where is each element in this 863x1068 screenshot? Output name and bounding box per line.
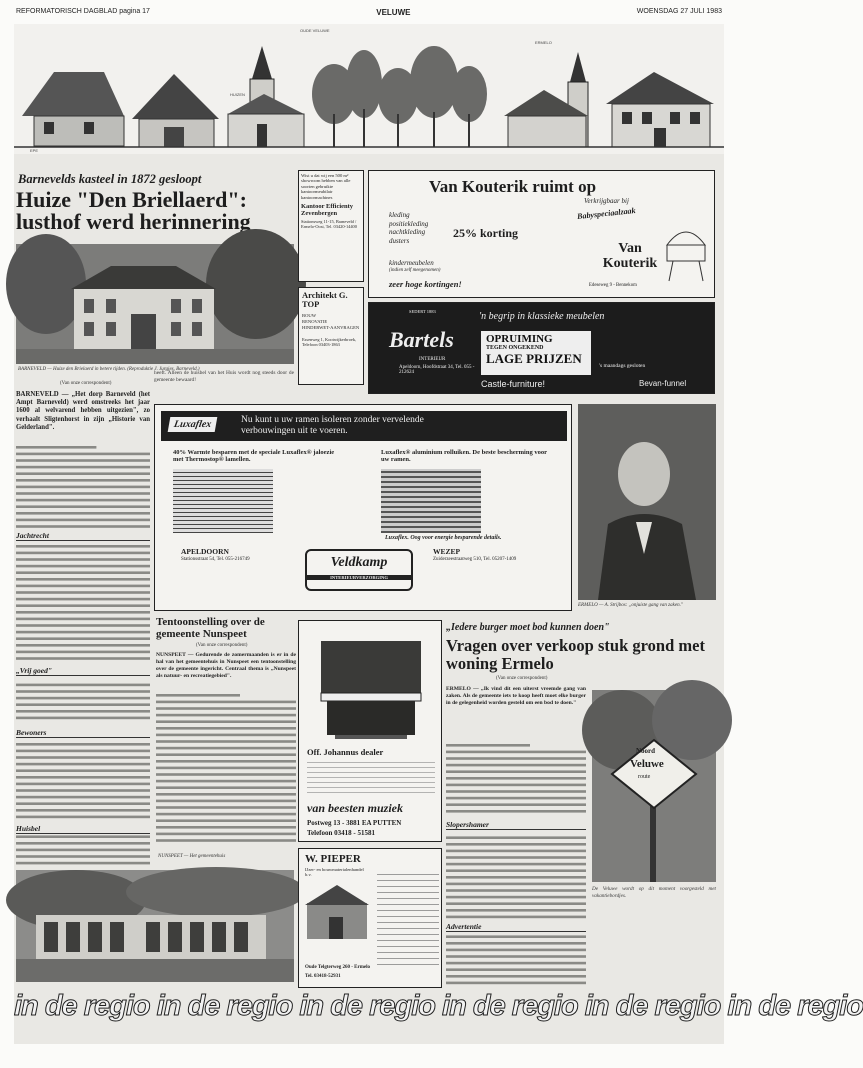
article3-byline: (Van onze correspondent) (496, 676, 548, 681)
masthead (16, 8, 722, 17)
hardware-store-icon (305, 883, 369, 943)
ad-pieper-name: W. PIEPER (305, 853, 361, 865)
article1-photo (16, 244, 294, 364)
ad-bartels-slogan: 'n begrip in klassieke meubelen (479, 311, 605, 322)
ad-kantoor-text: Wist u dat wij een 500 m² showroom hebben van alle soorten gebruikte kantoormeubilair kantoormachines (301, 173, 351, 200)
article3-headline: Vragen over verkoop stuk grond met woning Ermelo (446, 636, 705, 673)
ad-van-beesten-muziek[interactable] (298, 620, 442, 842)
banner-label-1: OUDE VELUWE (300, 28, 330, 33)
ad-orgel-tel: Telefoon 03418 - 51581 (307, 829, 375, 837)
ad-bartels-sub: INTERIEUR (419, 357, 446, 362)
strijbos-photo (578, 404, 716, 600)
ad-kouterik-addr: Edeseweg 9 - Bennekom (589, 283, 637, 288)
shutters-illustration (381, 469, 481, 533)
ad-bartels-castle: Castle-furniture! (481, 379, 546, 389)
ad-veldkamp-addr2: Zuiderzeestraatweg 510, Tel. 05207-1409 (433, 557, 517, 562)
ad-luxaflex[interactable] (154, 404, 572, 611)
ad-w-pieper[interactable] (298, 848, 442, 988)
ad-orgel-name: van beesten muziek (307, 801, 403, 815)
masthead-left: REFORMATORISCH DAGBLAD pagina 17 (16, 8, 150, 15)
article1-headline: Huize "Den Briellaerd": lusthof werd herinnering (16, 187, 251, 234)
ad-bartels[interactable] (368, 302, 715, 394)
ad-pieper-addr: Oude Telgterweg 260 - Ermelo (305, 965, 370, 970)
ad-veldkamp-city1: APELDOORN (181, 547, 229, 556)
masthead-center: VELUWE (376, 8, 411, 17)
ad-bartels-tegen: TEGEN ONGEKEND (486, 345, 544, 351)
ad-veldkamp-sub: INTERIEURVERZORGING (307, 575, 411, 580)
article2-byline: (Van onze correspondent) (196, 643, 248, 648)
ad-orgel-dealer: Off. Johannus dealer (307, 747, 384, 757)
article1-kicker: Barnevelds kasteel in 1872 gesloopt (18, 172, 202, 186)
article3-sub-advertentie: Advertentie (446, 922, 586, 932)
ad-kantoor-addr: Stationsweg 11-15, Barneveld / Ermelo-Oost, Tel. 03420-14400 (301, 219, 357, 230)
ad-kouterik-title: Van Kouterik ruimt op (429, 177, 597, 196)
ad-pieper-sub: IJzer- en bouwmaterialenhandel b.v. (305, 867, 364, 877)
ad-bartels-name: Bartels (389, 327, 454, 352)
ad-luxaflex-right: Luxaflex® aluminium rolluiken. De beste bescherming voor uw ramen. (381, 449, 547, 464)
masthead-right: WOENSDAG 27 JULI 1983 (636, 8, 722, 15)
article3-kicker: „Iedere burger moet bod kunnen doen" (446, 622, 610, 633)
ad-veldkamp-name: Veldkamp (330, 555, 388, 570)
ad-kouterik-item-4: dusters (389, 236, 410, 245)
article1-sub-huisbel: Huisbel (16, 824, 150, 834)
article1-sub-bewoners: Bewoners (16, 728, 150, 738)
ad-pieper-tel: Tel. 03418-52931 (305, 974, 341, 979)
ad-bartels-opruiming: OPRUIMING (486, 333, 553, 345)
ad-luxaflex-head: Nu kunt u uw ramen isoleren zonder vervelende verbouwingen uit te voeren. (241, 415, 424, 436)
ad-architekt-item-1: BOUW (302, 313, 317, 318)
banner-illustration (14, 24, 724, 154)
ad-orgel-addr: Postweg 13 - 3881 EA PUTTEN (307, 819, 402, 827)
sign-bottom: route (638, 774, 651, 780)
blinds-illustration (173, 469, 273, 533)
veluwe-route-photo (592, 690, 716, 882)
ad-kouterik-verkrijg: Verkrijgbaar bij (584, 197, 629, 205)
article1-byline: (Van onze correspondent) (60, 381, 112, 386)
ad-bartels-addr: Apeldoorn, Hoofdstraat 34, Tel. 055 - 212624 (399, 365, 475, 375)
ad-kouterik-discount: 25% korting (453, 226, 519, 240)
article2-caption: NUNSPEET — Het gemeentehuis (158, 854, 226, 859)
ad-kouterik-item-1: kleding (389, 211, 410, 219)
strijbos-caption: ERMELO — A. Strijbos: „onjuiste gang van zaken." (578, 603, 683, 608)
article3-body (446, 744, 586, 984)
ad-kouterik-item-3: nachtkleding (389, 228, 426, 236)
organ-icon (313, 631, 429, 741)
banner-label-3: HUIZEN (230, 92, 245, 97)
ad-bartels-maandag: 's maandags gesloten (599, 363, 646, 369)
ad-bartels-sinds: SEDERT 1883 (409, 309, 436, 314)
banner-label-2: ERMELO (535, 40, 552, 45)
ad-kouterik-kinder-note: (indien zelf meegenomen) (389, 268, 441, 273)
ad-kouterik-name: Van Kouterik (602, 241, 658, 271)
article1-lede: BARNEVELD — „Het dorp Barneveld (het Ampt Barneveld) werd omstreeks het jaar 1600 al welvarend hebben uitgezien", zo verhaalt Sligtenhorst in zijn „Historie van Gelderland". (16, 391, 150, 431)
article1-sub-jachtrecht: Jachtrecht (16, 531, 150, 541)
ad-kantoormeubilair[interactable] (298, 170, 364, 282)
ad-kouterik-kinder: kindermeubelen (389, 259, 434, 267)
footer-in-de-regio: in de regio in de regio in de regio in de regio in de regio in de regio (14, 990, 863, 1022)
article3-sub-slopershamer: Slopershamer (446, 820, 586, 830)
ad-architekt-title: Architekt G. TOP (302, 290, 348, 309)
ad-architekt-item-3: HINDERWET-AANVRAGEN (302, 325, 360, 330)
article1-caption: BARNEVELD — Huize den Brielaerd in betere tijden. (Reproduktie J. Jurgjes, Barneveld.) (18, 367, 200, 372)
banner-label-4: EPE (30, 148, 39, 153)
sign-top: Noord (636, 747, 656, 755)
ad-kouterik-shop: Babyspeciaalzaak (576, 205, 636, 222)
article1-tail: heeft. Alleen de huisbel van het Huis wordt nog steeds door de gemeente bewaard! (154, 370, 294, 383)
ad-kantoor-name: Kantoor Efficienty Zevenbergen (301, 203, 354, 218)
ad-van-kouterik[interactable] (368, 170, 715, 298)
ad-luxaflex-left: 40% Warmte besparen met de speciale Luxaflex® jaloezie met Thermostop® lamellen. (173, 449, 335, 464)
ad-architekt-addr: Essenweg 1, Kootwijkerbroek, Telefoon 03403-1863 (302, 337, 357, 348)
ad-kouterik-item-2: positiekleding (389, 219, 429, 228)
article2-lede: NUNSPEET — Gedurende de zomermaanden is er in de hal van het gemeentehuis in Nunspeet een tentoonstelling over de gemeente ingericht. Centraal thema is „Nunspeet als natuur- en recreatiegebied". (156, 652, 296, 679)
cradle-icon (663, 215, 709, 285)
ad-veldkamp-addr1: Stationsstraat 54, Tel. 055-216749 (181, 557, 250, 562)
ad-architekt-item-2: RENOVATIE (302, 319, 328, 324)
veluwe-photo-caption: De Veluwe wordt op dit moment voorgesteld met vakantiebordjes. (592, 886, 716, 899)
article2-body (156, 694, 296, 844)
article1-sub-vrijgoed: „Vrij goed" (16, 666, 150, 676)
ad-bartels-prijzen: LAGE PRIJZEN (486, 351, 582, 366)
ad-architekt[interactable] (298, 287, 364, 385)
nunspeet-photo (16, 870, 294, 982)
sign-main: Veluwe (630, 758, 664, 770)
article3-lede: ERMELO — „Ik vind dit een uiterst vreemde gang van zaken. Als de gemeente iets te koop heeft moet elke burger in de gelegenheid worden gesteld om een bod te doen." (446, 686, 586, 706)
ad-veldkamp-city2: WEZEP (433, 547, 461, 556)
ad-kouterik-big: zeer hoge kortingen! (389, 279, 462, 289)
ad-bartels-bevan: Bevan-funnel (639, 379, 687, 388)
article2-headline: Tentoonstelling over de gemeente Nunspeet (156, 616, 265, 640)
ad-luxaflex-brand: Luxaflex (168, 417, 218, 432)
ad-luxaflex-tagline: Luxaflex. Oog voor energie besparende details. (385, 535, 502, 541)
